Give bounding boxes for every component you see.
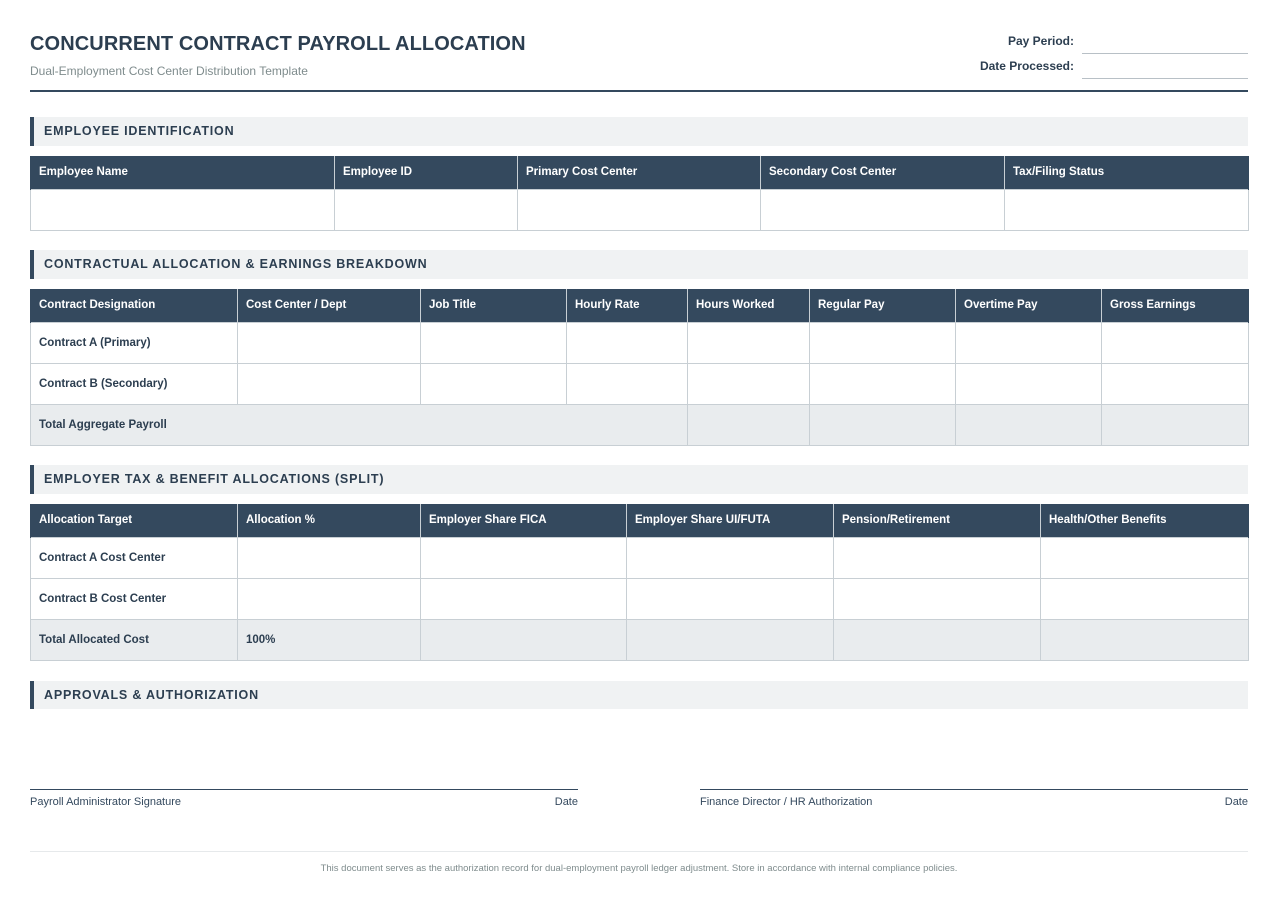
row-label: Contract B (Secondary) [31,363,238,404]
table-cell[interactable] [421,537,627,578]
table-cell[interactable] [1102,363,1249,404]
pay-period-row [948,33,1248,55]
table-cell[interactable] [1041,537,1249,578]
table-cell[interactable] [627,537,834,578]
table-row [31,322,1249,363]
section-tax-benefit-allocations [30,465,1248,494]
table-cell[interactable] [421,322,567,363]
column-header: Allocation Target [31,504,238,537]
total-cell[interactable] [1102,404,1249,445]
table-cell[interactable] [421,578,627,619]
tax-benefit-table [30,504,1249,661]
table-cell[interactable] [834,578,1041,619]
tax-filing-status-cell[interactable] [1005,189,1249,230]
table-cell[interactable] [1041,578,1249,619]
section-title: EMPLOYEE IDENTIFICATION [44,124,235,138]
row-label: Contract A (Primary) [31,322,238,363]
table-cell[interactable] [567,363,688,404]
column-header: Allocation % [238,504,421,537]
column-header: Health/Other Benefits [1041,504,1249,537]
total-cell[interactable] [1041,619,1249,660]
column-header: Secondary Cost Center [761,156,1005,189]
column-header: Pension/Retirement [834,504,1041,537]
row-label: Contract A Cost Center [31,537,238,578]
date-processed-row [948,58,1248,80]
total-cell[interactable] [810,404,956,445]
total-row [31,619,1249,660]
table-header-row [31,504,1249,537]
table-cell[interactable] [810,363,956,404]
total-label: Total Allocated Cost [31,619,238,660]
table-cell[interactable] [956,322,1102,363]
document-title: CONCURRENT CONTRACT PAYROLL ALLOCATION [30,33,526,55]
table-cell[interactable] [421,363,567,404]
column-header: Employee ID [335,156,518,189]
date-label: Date [1224,796,1248,808]
footer-divider [30,851,1248,852]
section-title: APPROVALS & AUTHORIZATION [44,688,259,702]
document-subtitle: Dual-Employment Cost Center Distribution Template [30,64,308,78]
row-label: Contract B Cost Center [31,578,238,619]
employee-id-cell[interactable] [335,189,518,230]
section-employee-identification [30,117,1248,146]
total-cell[interactable] [421,619,627,660]
table-cell[interactable] [567,322,688,363]
column-header: Job Title [421,289,567,322]
column-header: Primary Cost Center [518,156,761,189]
secondary-cost-center-cell[interactable] [761,189,1005,230]
section-title: CONTRACTUAL ALLOCATION & EARNINGS BREAKDOWN [44,257,428,271]
column-header: Overtime Pay [956,289,1102,322]
total-label: Total Aggregate Payroll [31,404,688,445]
table-cell[interactable] [956,363,1102,404]
table-cell[interactable] [627,578,834,619]
total-cell[interactable] [627,619,834,660]
table-cell[interactable] [238,537,421,578]
table-row [31,363,1249,404]
table-header-row [31,289,1249,322]
table-cell[interactable] [238,578,421,619]
table-row [31,578,1249,619]
column-header: Gross Earnings [1102,289,1249,322]
table-cell[interactable] [688,322,810,363]
total-cell[interactable] [956,404,1102,445]
total-cell[interactable] [688,404,810,445]
table-cell[interactable] [810,322,956,363]
table-cell[interactable] [688,363,810,404]
total-cell[interactable] [834,619,1041,660]
footer-note: This document serves as the authorization record for dual-employment payroll ledger adjustment. Store in accordance with internal compliance policies. [320,863,958,874]
table-row [31,189,1249,230]
table-cell[interactable] [1102,322,1249,363]
column-header: Hourly Rate [567,289,688,322]
table-cell[interactable] [238,322,421,363]
payroll-admin-signature-line[interactable] [30,789,578,808]
pay-period-label: Pay Period: [1007,34,1074,48]
date-label: Date [554,796,578,808]
document-header [30,0,1248,92]
signature-label: Finance Director / HR Authorization [700,796,873,808]
column-header: Contract Designation [31,289,238,322]
section-earnings-breakdown [30,250,1248,279]
earnings-table [30,289,1249,446]
table-row [31,537,1249,578]
primary-cost-center-cell[interactable] [518,189,761,230]
section-title: EMPLOYER TAX & BENEFIT ALLOCATIONS (SPLIT) [44,472,385,486]
total-row [31,404,1249,445]
total-allocation-percent: 100% [238,619,421,660]
column-header: Hours Worked [688,289,810,322]
column-header: Employer Share UI/FUTA [627,504,834,537]
pay-period-field[interactable] [1082,33,1248,54]
signature-label: Payroll Administrator Signature [30,796,182,808]
column-header: Cost Center / Dept [238,289,421,322]
column-header: Regular Pay [810,289,956,322]
table-cell[interactable] [238,363,421,404]
employee-name-cell[interactable] [31,189,335,230]
employee-identification-table [30,156,1249,231]
date-processed-field[interactable] [1082,58,1248,79]
column-header: Employee Name [31,156,335,189]
table-cell[interactable] [834,537,1041,578]
payroll-allocation-form [30,0,1248,874]
column-header: Employer Share FICA [421,504,627,537]
column-header: Tax/Filing Status [1005,156,1249,189]
section-approvals [30,681,1248,709]
date-processed-label: Date Processed: [979,59,1074,73]
finance-director-signature-line[interactable] [700,789,1248,808]
table-header-row [31,156,1249,189]
